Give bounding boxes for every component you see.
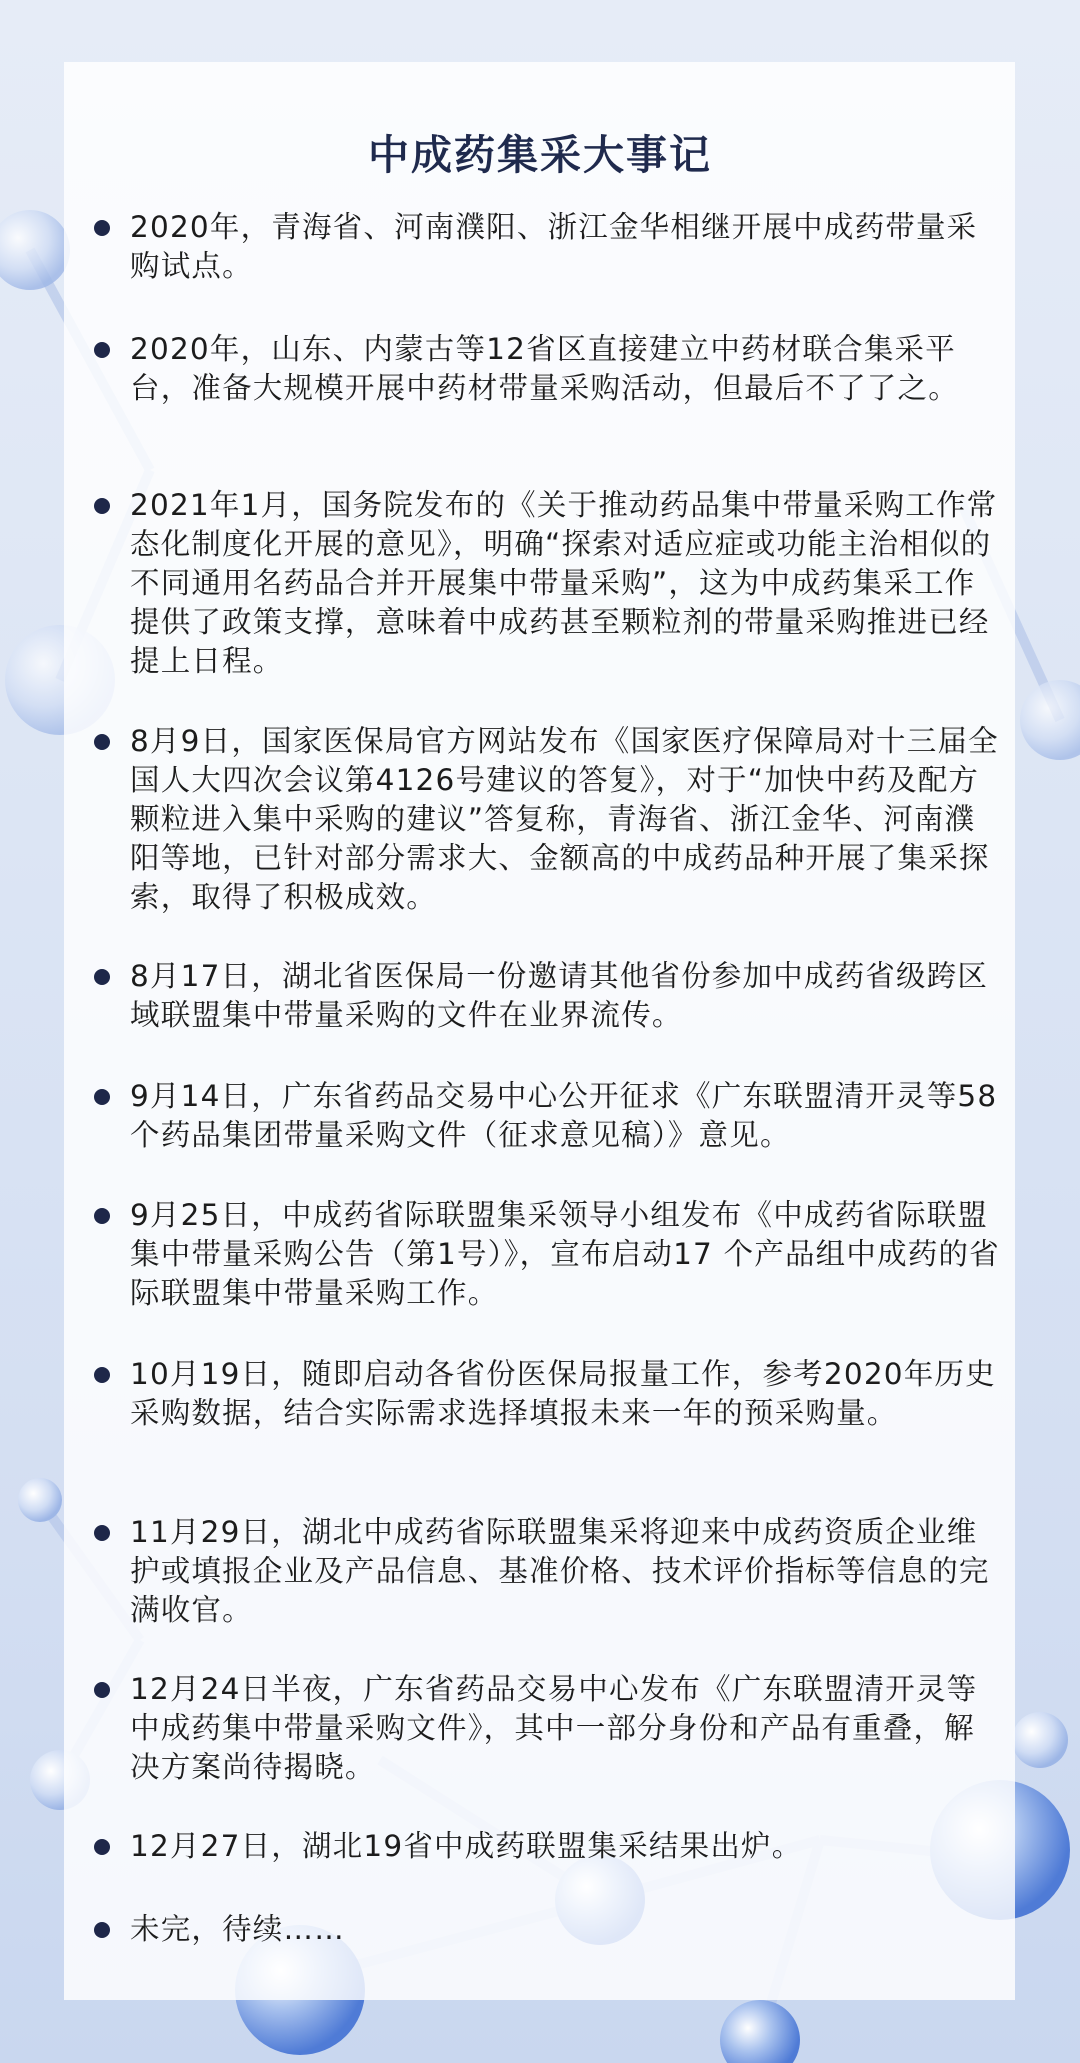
event-item [130, 1910, 1002, 1949]
bullet-icon [94, 1208, 110, 1224]
event-text: 12月27日，湖北19省中成药联盟集采结果出炉。 [130, 1829, 803, 1863]
bullet-icon [94, 1682, 110, 1698]
event-text: 2020年，青海省、河南濮阳、浙江金华相继开展中成药带量采购试点。 [130, 210, 978, 283]
event-item [130, 1077, 1002, 1155]
event-item [130, 330, 1002, 408]
event-text: 8月17日，湖北省医保局一份邀请其他省份参加中成药省级跨区域联盟集中带量采购的文件在业界流传。 [130, 959, 989, 1032]
event-text: 9月25日，中成药省际联盟集采领导小组发布《中成药省际联盟集中带量采购公告（第1号）》，宣布启动17 个产品组中成药的省际联盟集中带量采购工作。 [130, 1198, 1000, 1310]
bullet-icon [94, 734, 110, 750]
event-text: 未完，待续…… [130, 1912, 345, 1946]
bullet-icon [94, 1525, 110, 1541]
event-item [130, 1827, 1002, 1866]
event-item [130, 1196, 1002, 1313]
page-title: 中成药集采大事记 [368, 131, 712, 180]
bullet-icon [94, 1367, 110, 1383]
bullet-icon [94, 969, 110, 985]
event-item [130, 208, 1002, 286]
event-text: 2021年1月，国务院发布的《关于推动药品集中带量采购工作常态化制度化开展的意见》，明确“探索对适应症或功能主治相似的不同通用名药品合并开展集中带量采购”，这为中成药集采工作提供了政策支撑，意味着中成药甚至颗粒剂的带量采购推进已经提上日程。 [130, 488, 998, 678]
event-item [130, 957, 1002, 1035]
bullet-icon [94, 342, 110, 358]
event-text: 9月14日，广东省药品交易中心公开征求《广东联盟清开灵等58个药品集团带量采购文件（征求意见稿）》意见。 [130, 1079, 998, 1152]
event-item [130, 1513, 1002, 1630]
event-text: 2020年，山东、内蒙古等12省区直接建立中药材联合集采平台，准备大规模开展中药材带量采购活动，但最后不了了之。 [130, 332, 959, 405]
event-text: 8月9日，国家医保局官方网站发布《国家医疗保障局对十三届全国人大四次会议第4126号建议的答复》，对于“加快中药及配方颗粒进入集中采购的建议”答复称，青海省、浙江金华、河南濮阳等地，已针对部分需求大、金额高的中成药品种开展了集采探索，取得了积极成效。 [130, 724, 999, 914]
event-item [130, 722, 1002, 917]
bullet-icon [94, 1089, 110, 1105]
bullet-icon [94, 1839, 110, 1855]
event-item [130, 1355, 1002, 1433]
event-item [130, 486, 1002, 681]
bullet-icon [94, 220, 110, 236]
bullet-icon [94, 1922, 110, 1938]
bullet-icon [94, 498, 110, 514]
event-text: 11月29日，湖北中成药省际联盟集采将迎来中成药资质企业维护或填报企业及产品信息、基准价格、技术评价指标等信息的完满收官。 [130, 1515, 990, 1627]
event-text: 10月19日，随即启动各省份医保局报量工作，参考2020年历史采购数据，结合实际需求选择填报未来一年的预采购量。 [130, 1357, 996, 1430]
event-item [130, 1670, 1002, 1787]
event-text: 12月24日半夜，广东省药品交易中心发布《广东联盟清开灵等中成药集中带量采购文件》，其中一部分身份和产品有重叠，解决方案尚待揭晓。 [130, 1672, 978, 1784]
